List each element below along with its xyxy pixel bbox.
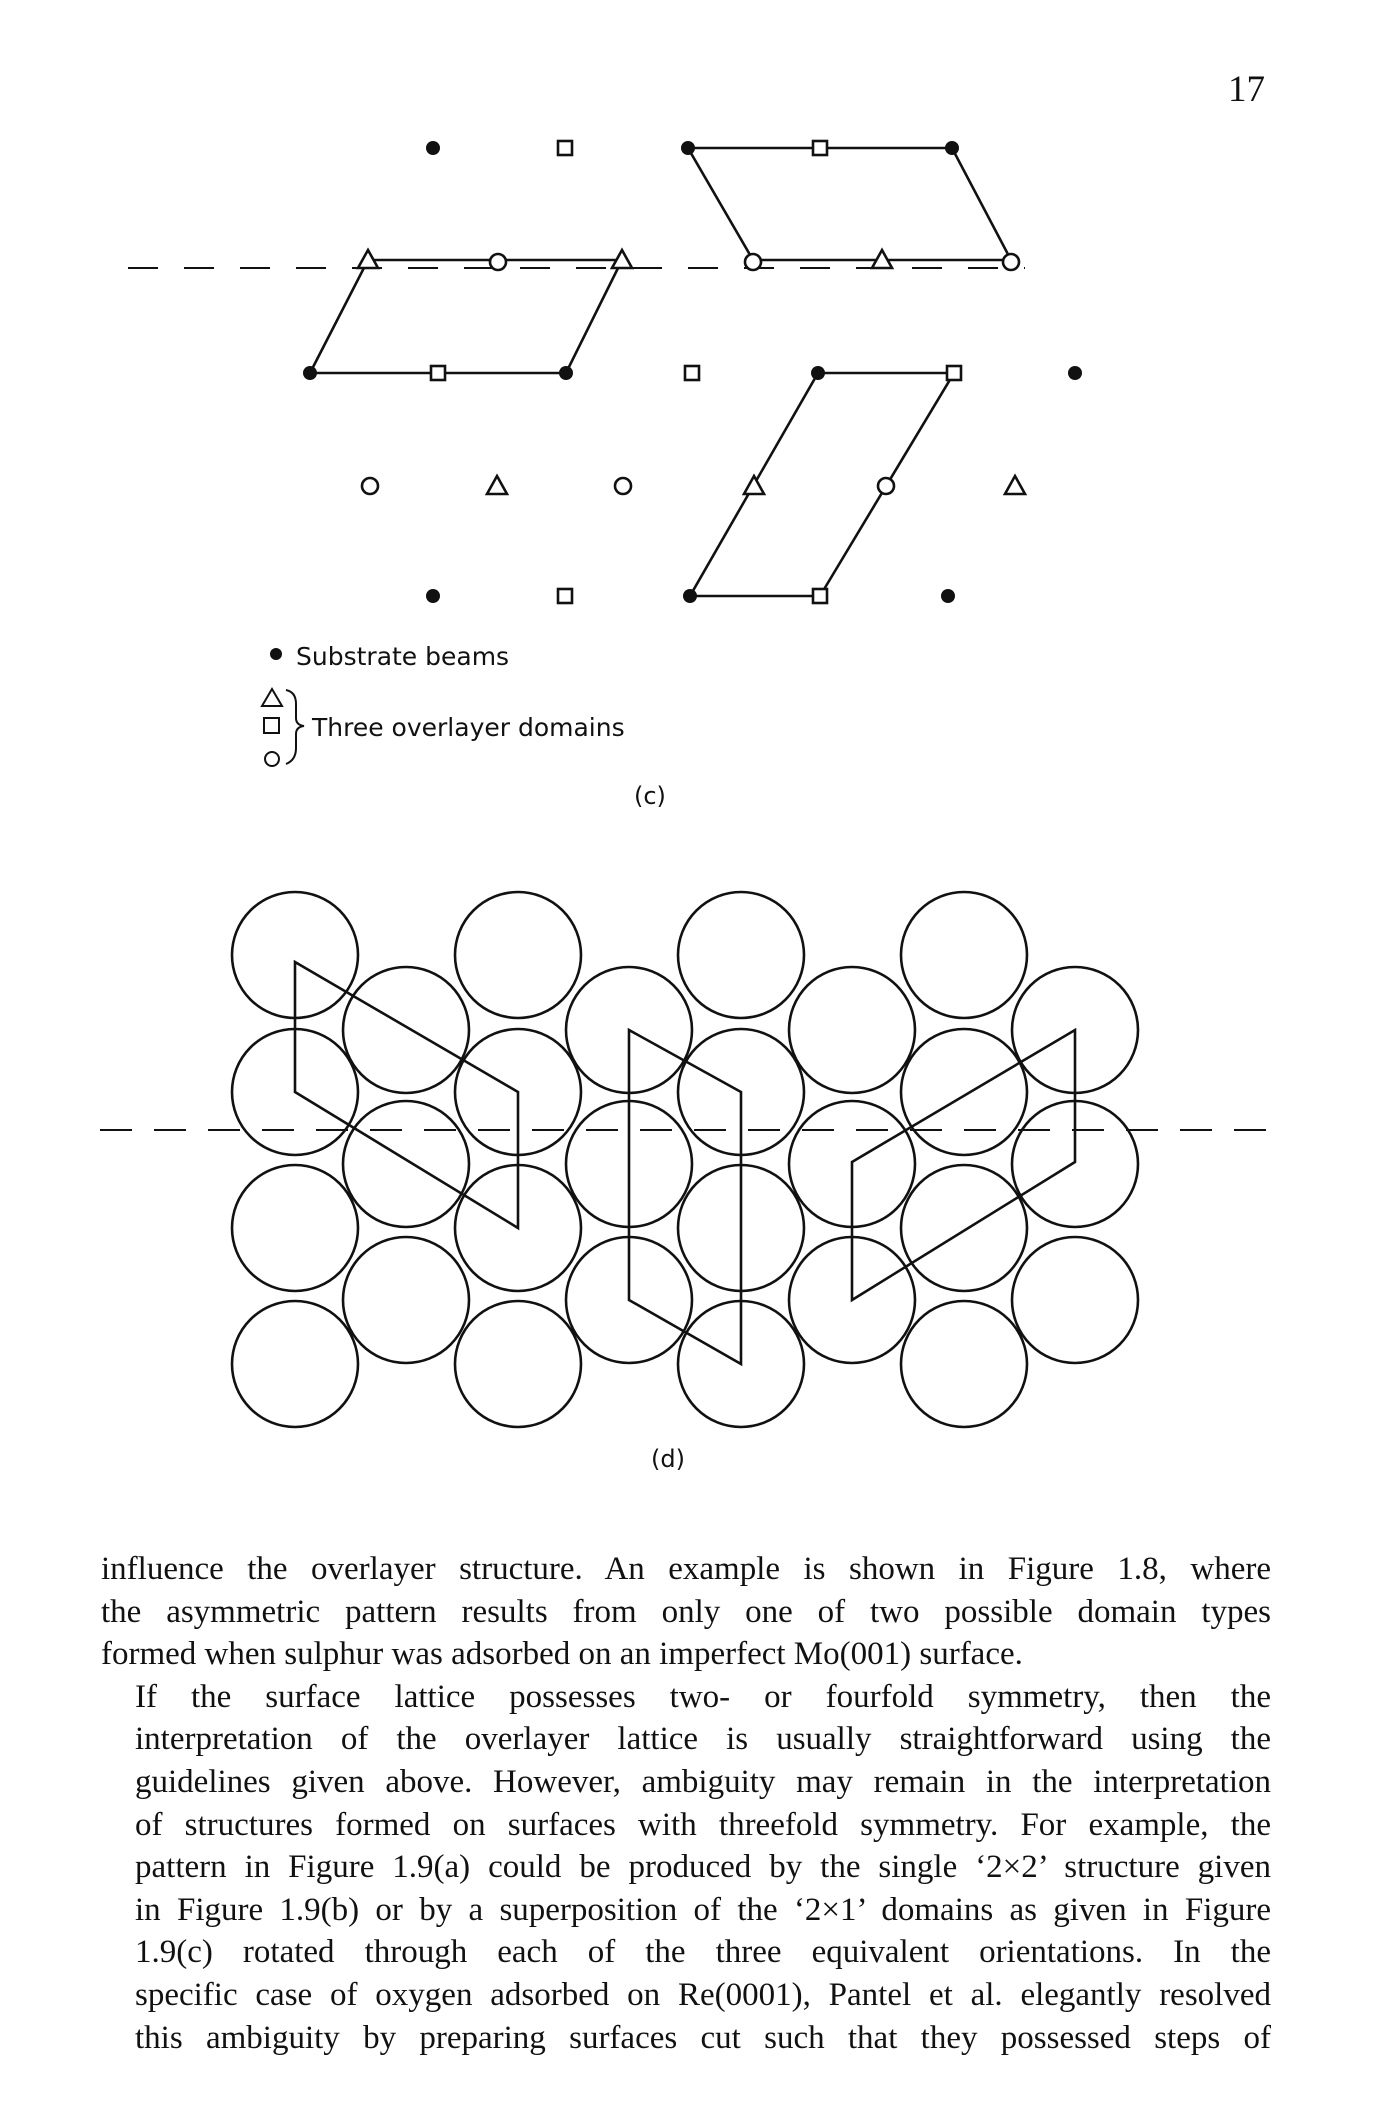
square-spot	[431, 366, 445, 380]
substrate-atom	[901, 1029, 1027, 1155]
text-line: this ambiguity by preparing surfaces cut such that they possessed steps of	[135, 2019, 1271, 2056]
circle-spot	[615, 478, 631, 494]
text-line: of structures formed on surfaces with threefold symmetry. For example, the	[135, 1806, 1271, 1843]
substrate-atom	[678, 892, 804, 1018]
text-line: in Figure 1.9(b) or by a superposition of the ‘2×1’ domains as given in Figure	[135, 1891, 1271, 1928]
triangle-spot	[487, 476, 507, 494]
square-spot	[813, 589, 827, 603]
text-line: interpretation of the overlayer lattice is usually straightforward using the	[135, 1721, 1271, 1758]
text-line: influence the overlayer structure. An example is shown in Figure 1.8, where	[101, 1551, 1271, 1587]
substrate-atom	[232, 1301, 358, 1427]
square-spot	[813, 141, 827, 155]
square-spot	[558, 141, 572, 155]
paragraph-2	[101, 1676, 1271, 2059]
substrate-atom	[343, 967, 469, 1093]
substrate-beam	[811, 366, 825, 380]
substrate-atoms	[232, 892, 1138, 1427]
legend-substrate-dot	[270, 648, 282, 660]
text-line: formed when sulphur was adsorbed on an imperfect Mo(001) surface.	[101, 1636, 1023, 1673]
substrate-atom	[232, 1165, 358, 1291]
unit-cell-top-right	[688, 148, 1011, 260]
legend-substrate-label: Substrate beams	[296, 642, 510, 671]
substrate-atom	[343, 1237, 469, 1363]
substrate-beam	[945, 141, 959, 155]
substrate-atom	[901, 1301, 1027, 1427]
legend-circle-icon	[265, 752, 279, 766]
panel-d-diagram	[100, 892, 1270, 1473]
substrate-atom	[455, 892, 581, 1018]
substrate-atom	[789, 967, 915, 1093]
substrate-atom	[1012, 1237, 1138, 1363]
paragraph-1	[101, 1548, 1271, 1676]
substrate-atom	[455, 1301, 581, 1427]
legend-brace-icon	[286, 690, 304, 764]
domain-cell-left	[295, 962, 518, 1228]
substrate-beam	[1068, 366, 1082, 380]
text-line: specific case of oxygen adsorbed on Re(0001), Pantel et al. elegantly resolved	[135, 1976, 1271, 2013]
circle-spot	[878, 478, 894, 494]
page-number: 17	[1228, 69, 1265, 110]
circle-spot	[362, 478, 378, 494]
text-line: 1.9(c) rotated through each of the three equivalent orientations. In the	[135, 1934, 1271, 1971]
unit-cell-left	[310, 260, 622, 373]
triangle-spot	[744, 476, 764, 494]
substrate-beam	[303, 366, 317, 380]
legend-triangle-icon	[262, 689, 282, 706]
substrate-atom	[901, 1165, 1027, 1291]
text-line: If the surface lattice possesses two- or fourfold symmetry, then the	[135, 1678, 1271, 1715]
square-spot	[947, 366, 961, 380]
legend-domains-label: Three overlayer domains	[312, 713, 625, 742]
substrate-beam	[941, 589, 955, 603]
text-line: pattern in Figure 1.9(a) could be produced by the single ‘2×2’ structure given	[135, 1849, 1271, 1886]
body-text	[101, 1548, 1271, 2059]
text-line: guidelines given above. However, ambiguity may remain in the interpretation	[135, 1763, 1271, 1800]
circle-spot	[1003, 254, 1019, 270]
panel-d-label: (d)	[651, 1445, 685, 1473]
square-spot	[558, 589, 572, 603]
substrate-beam	[559, 366, 573, 380]
substrate-atom	[343, 1101, 469, 1227]
circle-spot	[490, 254, 506, 270]
panel-c-diagram	[128, 141, 1082, 810]
legend	[262, 642, 625, 766]
triangle-spot	[1005, 476, 1025, 494]
square-spot	[685, 366, 699, 380]
legend-square-icon	[264, 718, 279, 733]
unit-cell-bottom-right	[690, 373, 954, 596]
panel-c-label: (c)	[634, 782, 666, 810]
substrate-beam	[681, 141, 695, 155]
substrate-beam	[426, 589, 440, 603]
circle-spot	[745, 254, 761, 270]
substrate-beam	[426, 141, 440, 155]
substrate-atom	[901, 892, 1027, 1018]
text-line: the asymmetric pattern results from only one of two possible domain types	[101, 1593, 1271, 1630]
substrate-beam	[683, 589, 697, 603]
